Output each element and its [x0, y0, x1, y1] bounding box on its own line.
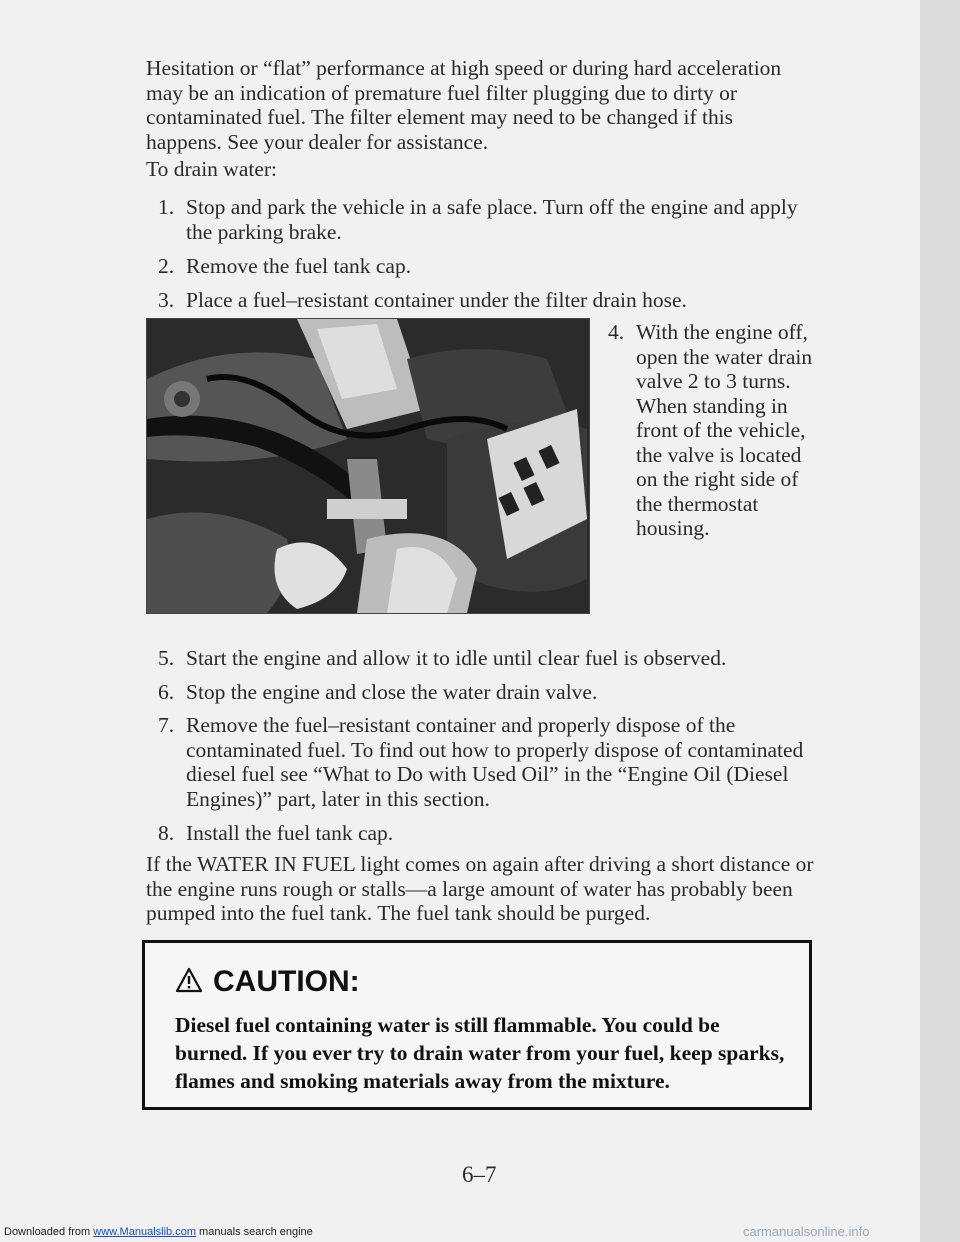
intro-paragraph: Hesitation or “flat” performance at high speed or during hard acceleration may be an indication of premature fuel filter plugging due to dirty or contaminated fuel. The filter element may need to be changed if this happens. See your dealer for assistance. [146, 56, 782, 154]
step-number: 2. [158, 254, 175, 278]
page-number: 6–7 [462, 1162, 497, 1187]
caution-heading-text: CAUTION: [213, 965, 360, 998]
step-text: Place a fuel–resistant container under the filter drain hose. [186, 288, 687, 312]
step-number: 1. [158, 195, 175, 219]
watermark: carmanualsonline.info [743, 1224, 870, 1239]
step-text: Remove the fuel tank cap. [186, 254, 412, 278]
footer-prefix: Downloaded from [4, 1226, 94, 1238]
step-number: 8. [158, 821, 175, 845]
download-footer [4, 1226, 313, 1239]
footer-suffix: manuals search engine [195, 1226, 313, 1238]
engine-drain-valve-photo [146, 318, 590, 614]
step-number: 3. [158, 288, 175, 312]
to-drain-heading: To drain water: [146, 157, 278, 181]
step-number: 6. [158, 680, 175, 704]
caution-box [142, 940, 812, 1110]
warning-triangle-icon [175, 967, 203, 993]
page-edge-strip [920, 0, 960, 1242]
caution-text: Diesel fuel containing water is still flammable. You could be burned. If you ever try to drain water from your fuel, keep sparks, flames and smoking materials away from the mixture. [175, 1013, 785, 1093]
step-text: Stop and park the vehicle in a safe place. Turn off the engine and apply the parking brake. [186, 195, 798, 244]
step-number: 5. [158, 646, 175, 670]
step-text: With the engine off, open the water drain valve 2 to 3 turns. When standing in front of the vehicle, the valve is located on the right side of the thermostat housing. [636, 320, 813, 540]
step-number: 4. [608, 320, 625, 344]
step-text: Remove the fuel–resistant container and properly dispose of the contaminated fuel. To find out how to properly dispose of contaminated diesel fuel see “What to Do with Used Oil” in the “Engine Oil (Diesel Engines)” part, later in this section. [186, 713, 804, 811]
step-number: 7. [158, 713, 175, 737]
outro-paragraph: If the WATER IN FUEL light comes on again after driving a short distance or the engine runs rough or stalls—a large amount of water has probably been pumped into the fuel tank. The fuel tank should be purged. [146, 852, 814, 925]
step-text: Stop the engine and close the water drain valve. [186, 680, 598, 704]
caution-heading [175, 965, 360, 999]
step-text: Start the engine and allow it to idle until clear fuel is observed. [186, 646, 727, 670]
step-text: Install the fuel tank cap. [186, 821, 394, 845]
engine-photo-illustration [147, 319, 589, 613]
manualslib-link[interactable]: www.Manualslib.com [93, 1226, 196, 1238]
